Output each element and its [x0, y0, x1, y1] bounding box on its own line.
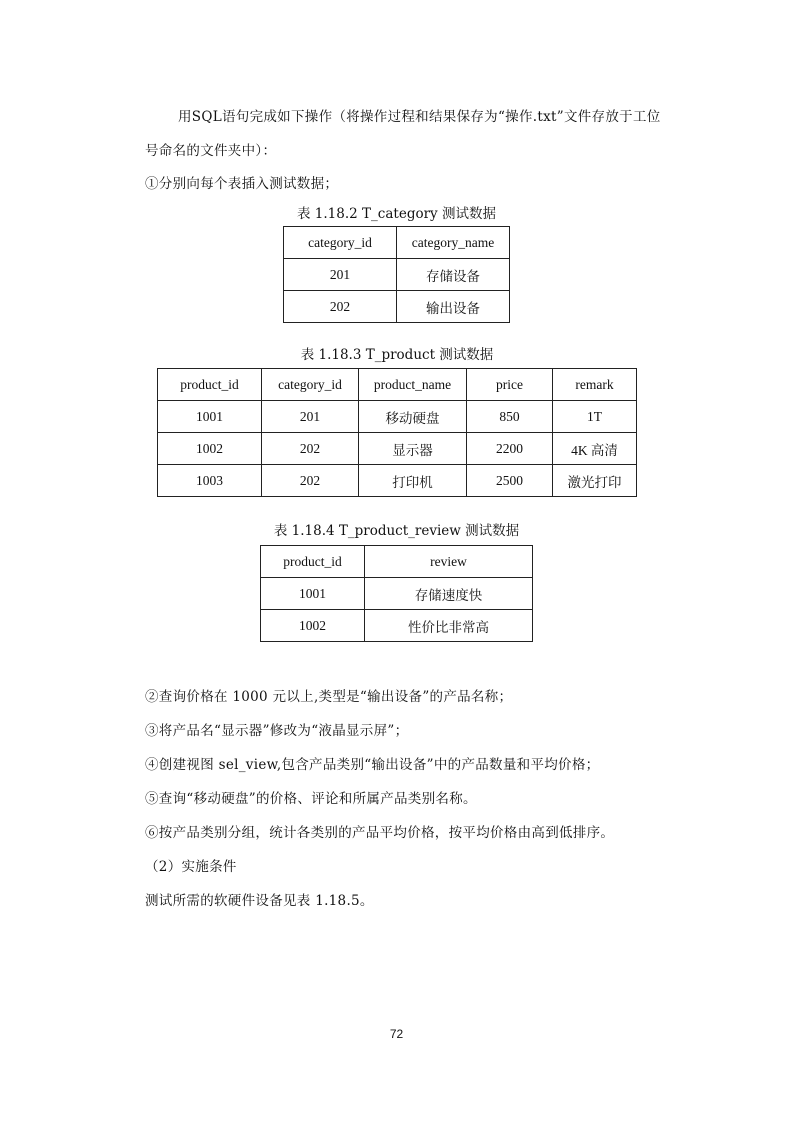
table-row — [158, 465, 637, 497]
column-header: category_id — [262, 369, 359, 401]
table-cell: 2500 — [467, 465, 553, 497]
table-cell: 202 — [262, 433, 359, 465]
column-header: price — [467, 369, 553, 401]
column-header: product_name — [359, 369, 467, 401]
column-header: review — [365, 546, 533, 578]
table-cell: 850 — [467, 401, 553, 433]
table-row — [284, 259, 510, 291]
intro-line-2: 号命名的文件夹中）： — [145, 143, 277, 159]
column-header: product_id — [261, 546, 365, 578]
table-cell: 显示器 — [359, 433, 467, 465]
table-row — [158, 401, 637, 433]
step-6: ⑥按产品类别分组，统计各类别的产品平均价格，按平均价格由高到低排序。 — [145, 825, 615, 841]
table-cell: 存储速度快 — [365, 578, 533, 610]
table-cell: 输出设备 — [397, 291, 510, 323]
table-cell: 1002 — [261, 610, 365, 642]
table-cell: 201 — [284, 259, 397, 291]
table-cell: 201 — [262, 401, 359, 433]
table-row — [158, 433, 637, 465]
column-header: category_id — [284, 227, 397, 259]
table-product-caption: 表 1.18.3 T_product 测试数据 — [300, 347, 494, 363]
table-cell: 打印机 — [359, 465, 467, 497]
table-row — [261, 578, 533, 610]
table-cell: 激光打印 — [553, 465, 637, 497]
step-1: ①分别向每个表插入测试数据； — [145, 176, 339, 192]
table-cell: 1T — [553, 401, 637, 433]
column-header: product_id — [158, 369, 262, 401]
step-3: ③将产品名“显示器”修改为“液晶显示屏”； — [145, 723, 409, 739]
column-header: remark — [553, 369, 637, 401]
table-cell: 4K 高清 — [553, 433, 637, 465]
table-category — [283, 226, 510, 323]
table-cell: 202 — [262, 465, 359, 497]
section-heading: （2）实施条件 — [145, 859, 237, 875]
conditions-text: 测试所需的软硬件设备见表 1.18.5。 — [145, 893, 374, 909]
step-4: ④创建视图 sel_view,包含产品类别“输出设备”中的产品数量和平均价格； — [145, 757, 600, 773]
table-cell: 存储设备 — [397, 259, 510, 291]
table-cell: 1001 — [158, 401, 262, 433]
table-row — [284, 291, 510, 323]
step-5: ⑤查询“移动硬盘”的价格、评论和所属产品类别名称。 — [145, 791, 477, 807]
intro-line-1: 用SQL语句完成如下操作（将操作过程和结果保存为“操作.txt”文件存放于工位 — [178, 109, 661, 125]
table-review — [260, 545, 533, 642]
table-row — [261, 610, 533, 642]
table-header-row — [261, 546, 533, 578]
table-cell: 移动硬盘 — [359, 401, 467, 433]
table-header-row — [158, 369, 637, 401]
column-header: category_name — [397, 227, 510, 259]
table-cell: 1002 — [158, 433, 262, 465]
table-header-row — [284, 227, 510, 259]
table-review-caption: 表 1.18.4 T_product_review 测试数据 — [273, 523, 520, 539]
table-cell: 性价比非常高 — [365, 610, 533, 642]
step-2: ②查询价格在 1000 元以上,类型是“输出设备”的产品名称； — [145, 689, 513, 705]
table-category-caption: 表 1.18.2 T_category 测试数据 — [297, 206, 496, 222]
table-cell: 1001 — [261, 578, 365, 610]
page-number: 72 — [389, 1027, 404, 1041]
table-product — [157, 368, 637, 497]
table-cell: 2200 — [467, 433, 553, 465]
table-cell: 1003 — [158, 465, 262, 497]
table-cell: 202 — [284, 291, 397, 323]
